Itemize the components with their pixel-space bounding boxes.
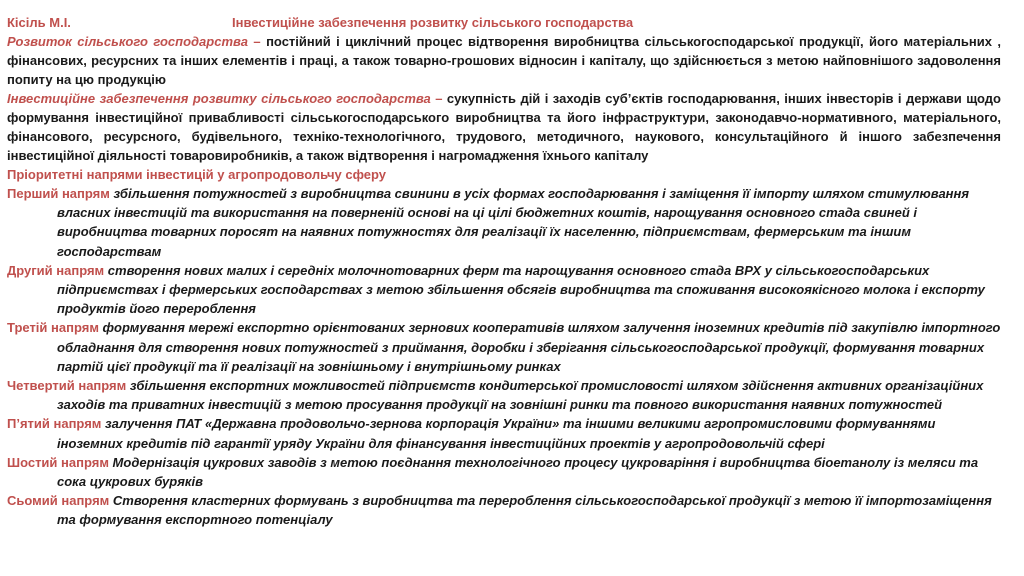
definition-agri-development — [7, 32, 1001, 89]
priority-item-1 — [7, 184, 1001, 261]
priority-label: Четвертий напрям — [7, 378, 127, 394]
slide — [7, 14, 1001, 530]
definition-text: сукупність дій і заходів суб’єктів господарювання, інших інвесторів і держави щодо формування інвестиційної привабливості сільськогосподарського виробництва та його інфраструктури, законодавчо-нормативного, матеріального, фінансового, ресурсного, будівельного, техніко-технологічного, трудового, методичного, наукового, консультаційного й іншого забезпечення інвестиційної діяльності товаровиробників, а також відтворення і нагромадження їхнього капіталу — [7, 91, 1002, 163]
priority-text: збільшення експортних можливостей підприємств кондитерської промисловості шляхом здійснення активних організаційних заходів та приватних інвестицій з метою просування продукції на зовнішні ринки та повного використання наявних потужностей — [57, 378, 984, 413]
definition-term: Розвиток сільського господарства — [7, 34, 248, 49]
priority-item-6 — [7, 453, 1001, 491]
priority-label: Перший напрям — [7, 186, 110, 201]
priority-item-3 — [7, 318, 1001, 376]
definition-dash: – — [430, 91, 443, 106]
priority-text: створення нових малих і середніх молочнотоварних ферм та нарощування основного стада ВРХ у сільськогосподарських підприємствах і фермерських господарствах з метою збільшення обсягів виробництва та споживання високоякісного молока і експорту продуктів його перероблення — [57, 262, 985, 317]
definition-text: постійний і циклічний процес відтворення виробництва сільськогосподарської продукції, його матеріальних , фінансових, ресурсних та інших елементів і праці, а також товарно-грошових відносин і капіталу, що здійснюється з метою найповнішого задоволення попиту на цю продукцію — [7, 34, 1001, 87]
priority-label: Сьомий напрям — [7, 493, 110, 509]
priority-label: П’ятий напрям — [7, 416, 102, 432]
priority-item-4 — [7, 376, 1001, 414]
priority-text: залучення ПАТ «Державна продовольчо-зернова корпорація України» та іншими великими агропромисловими формуваннями іноземних кредитів під гарантії уряду України для фінансування інвестиційних проектів у агропродовольчій сфері — [57, 416, 936, 451]
priority-item-5 — [7, 414, 1001, 452]
priority-text: формування мережі експортно орієнтованих зернових кооперативів шляхом залучення іноземних кредитів під закупівлю імпортного обладнання для створення нових потужностей з приймання, доробки і зберігання сільськогосподарської продукції, формування товарних партій цієї продукції та її реалізації на зовнішньому і внутрішньому ринках — [57, 320, 1001, 374]
priority-item-7 — [7, 491, 1001, 529]
author-name: Кісіль М.І. — [7, 15, 71, 30]
priority-label: Шостий напрям — [7, 454, 109, 470]
priority-text: Створення кластерних формувань з виробництва та перероблення сільськогосподарської продукції з метою її імпортозаміщення та формування експортного потенціалу — [57, 493, 992, 528]
priority-label: Другий напрям — [7, 262, 105, 278]
priority-text: Модернізація цукрових заводів з метою поєднання технологічного процесу цукроваріння і виробництва біоетанолу із меляси та сока цукрових буряків — [57, 454, 979, 490]
priority-text: збільшення потужностей з виробництва свинини в усіх формах господарювання і заміщення її імпорту шляхом стимулювання власних інвестицій та використання на поверненій основі на ці цілі бюджетних коштів, нарощування основного стада свиней і виробництва товарних поросят на наявних потужностях для реалізації їх населенню, підприємствам, фермерським та іншим господарствам — [57, 186, 970, 259]
slide-title: Інвестиційне забезпечення розвитку сільського господарства — [232, 15, 634, 30]
priority-label: Третій напрям — [7, 320, 99, 336]
definition-term: Інвестиційне забезпечення розвитку сільського господарства — [7, 91, 431, 106]
priority-item-2 — [7, 261, 1001, 319]
slide-header — [7, 14, 1001, 32]
priorities-title: Пріоритетні напрями інвестицій у агропродовольчу сферу — [7, 167, 387, 182]
definition-investment-support — [7, 89, 1001, 165]
definition-dash: – — [253, 34, 261, 49]
